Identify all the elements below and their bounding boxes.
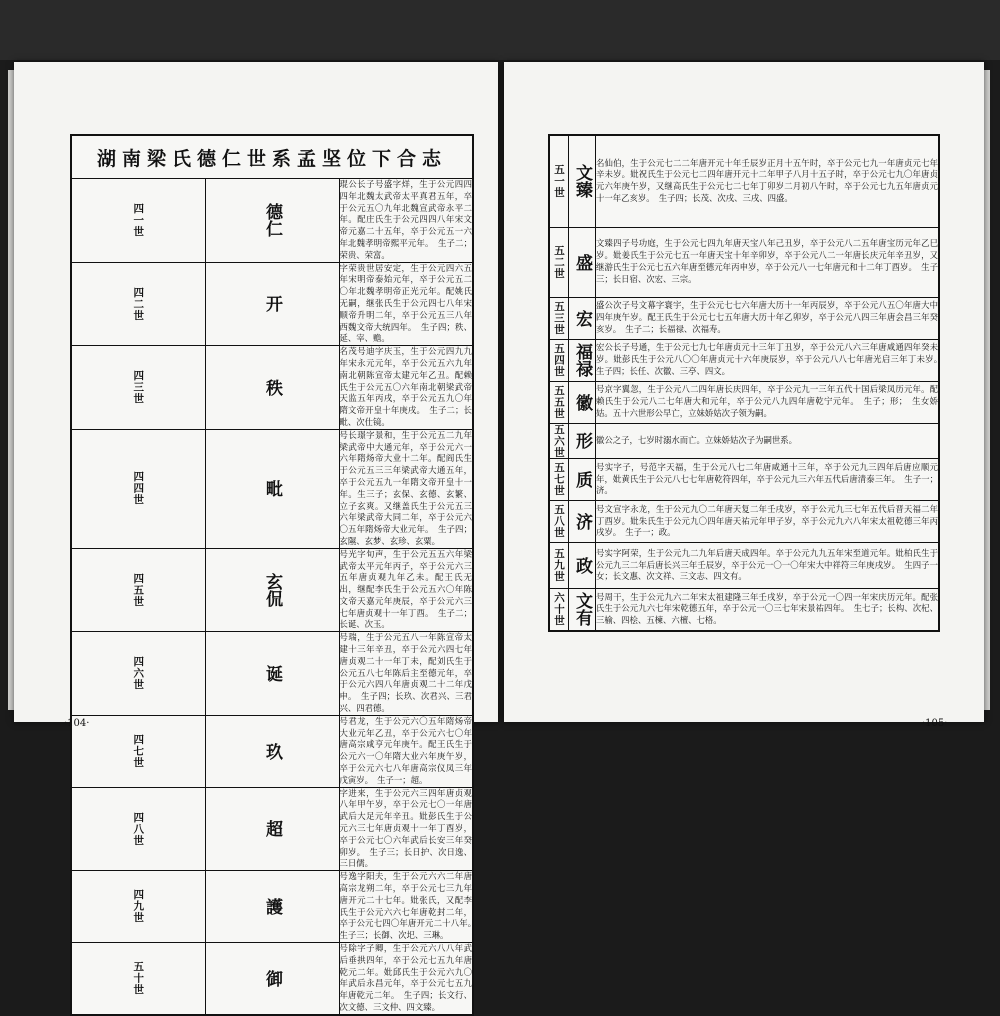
generation-number: 四一世 bbox=[71, 179, 205, 263]
generation-number: 四六世 bbox=[71, 632, 205, 716]
generation-number: 四七世 bbox=[71, 715, 205, 787]
generation-row bbox=[549, 227, 939, 297]
ancestor-name: 玄侃 bbox=[205, 548, 339, 632]
ancestor-name: 玖 bbox=[205, 715, 339, 787]
ancestor-name: 御 bbox=[205, 943, 339, 1015]
generation-number: 四四世 bbox=[71, 429, 205, 548]
generation-row bbox=[71, 548, 473, 632]
ancestor-name: 文臻 bbox=[569, 135, 596, 227]
generation-row bbox=[549, 135, 939, 227]
ancestor-name: 超 bbox=[205, 787, 339, 871]
generation-number: 五一世 bbox=[549, 135, 569, 227]
generation-row bbox=[71, 346, 473, 430]
page-number-left: ·104· bbox=[64, 718, 90, 729]
ancestor-name: 護 bbox=[205, 871, 339, 943]
ancestor-name: 福禄 bbox=[569, 339, 596, 381]
left-page bbox=[14, 62, 498, 1012]
ancestor-biography: 字荣贵世居安定，生于公元四六五年宋明帝泰始元年，卒于公元五二〇年北魏孝明帝正光元年。配姚氏无嗣，继张氏生于公元四七八年宋顺帝升明二年，卒于公元五三八年西魏文帝大统四年。 生子四；秩、延、宰、赡。 bbox=[339, 262, 473, 346]
generation-row bbox=[549, 381, 939, 423]
right-page bbox=[504, 62, 984, 729]
generation-number: 五七世 bbox=[549, 459, 569, 501]
generation-number: 五五世 bbox=[549, 381, 569, 423]
ancestor-biography: 号周干，生于公元九六二年宋太祖建隆三年壬戌岁，卒于公元一〇四一年宋庆历元年。配张氏生于公元九六七年宋乾德五年，卒于公元一〇三七年宋景祐四年。 生七子；长构、次杞、三榆、四桧、五楝、六檀、七格。 bbox=[596, 589, 940, 631]
generation-row bbox=[549, 589, 939, 631]
generation-row bbox=[549, 501, 939, 543]
ancestor-name: 徽 bbox=[569, 381, 596, 423]
ancestor-biography: 号光字旬声，生于公元五五六年梁武帝太平元年丙子，卒于公元六三五年唐贞观九年乙未。配王氏无出，继配李氏生于公元五六〇年陈文帝天嘉元年庚辰，卒于公元六三七年唐贞观十一年丁酉。 生子二；长诞、次玉。 bbox=[339, 548, 473, 632]
generation-row bbox=[549, 297, 939, 339]
ancestor-name: 诞 bbox=[205, 632, 339, 716]
ancestor-biography: 号实字阿荣，生于公元九二九年后唐天成四年。卒于公元九九五年宋至道元年。妣柏氏生于公元九三二年后唐长兴三年壬辰岁，卒于公元一〇一〇年宋大中祥符三年庚戌岁。 生四子一女；长文惠、次文祥、三文志、四文有。 bbox=[596, 543, 940, 589]
ancestor-biography: 名仙伯，生于公元七二二年唐开元十年壬辰岁正月十五午时，卒于公元七九一年唐贞元七年辛未岁。妣祝氏生于公元七二四年唐开元十二年甲子八月十五子时，卒于公元七九〇年唐贞元六年庚午岁，又继高氏生于公元七二七年丁卯岁二月初八午时，卒于公元七九五年唐贞元十一年乙亥岁。 生子四；长茂、次戌、三戌、四盛。 bbox=[596, 135, 940, 227]
right-rows bbox=[549, 135, 947, 631]
generation-number: 五八世 bbox=[549, 501, 569, 543]
ancestor-name: 文有 bbox=[569, 589, 596, 631]
ancestor-biography: 号君龙，生于公元六〇五年隋炀帝大业元年乙丑，卒于公元六七〇年唐高宗咸亨元年庚午。配王氏生于公元六一〇年隋大业六年庚午岁，卒于公元六七八年唐高宗仪凤三年戊寅岁。 生子一；超。 bbox=[339, 715, 473, 787]
left-rows bbox=[71, 179, 481, 1015]
ancestor-biography: 字进来，生于公元六三四年唐贞观八年甲午岁，卒于公元七〇一年唐武后大足元年辛丑。妣彭氏生于公元六三七年唐贞观十一年丁酉岁，卒于公元七〇六年武后长安三年癸卯岁。 生子三；长日护、次日逸、三日儒。 bbox=[339, 787, 473, 871]
generation-row bbox=[71, 787, 473, 871]
ancestor-name: 济 bbox=[569, 501, 596, 543]
generation-row bbox=[71, 715, 473, 787]
ancestor-biography: 文臻四子号功庭，生于公元七四九年唐天宝八年己丑岁，卒于公元八二五年唐宝历元年乙巳岁。妣姜氏生于公元七五一年唐天宝十年辛卯岁，卒于公元八二一年唐长庆元年辛丑岁，又继游氏生于公元七五六年唐至德元年丙申岁，卒于公元八一七年唐元和十二年丁酉岁。 生子三；长日宿、次宏、三宗。 bbox=[596, 227, 940, 297]
generation-row bbox=[549, 339, 939, 381]
generation-row bbox=[71, 943, 473, 1015]
generation-number: 五三世 bbox=[549, 297, 569, 339]
generation-row bbox=[549, 423, 939, 459]
ancestor-name: 开 bbox=[205, 262, 339, 346]
ancestor-biography: 号京字翼忽，生于公元八二四年唐长庆四年，卒于公元九一三年五代十国后梁凤历元年。配赖氏生于公元八二七年唐大和元年，卒于公元八九四年唐乾宁元年。 生子；形； 生女娇姑。五十六世形公早亡，立妹娇姑次子领为嗣。 bbox=[596, 381, 940, 423]
ancestor-biography: 琨公长子号盛字烊，生于公元四四四年北魏太武帝太平真君五年，卒于公元五〇九年北魏宣武帝永平二年。配庄氏生于公元四四八年宋文帝元嘉二十五年，卒于公元五一六年北魏孝明帝熙平元年。 生子二；荣贵、荣富。 bbox=[339, 179, 473, 263]
scan-background bbox=[0, 0, 1000, 60]
ancestor-name: 政 bbox=[569, 543, 596, 589]
generation-number: 五九世 bbox=[549, 543, 569, 589]
generation-number: 五十世 bbox=[71, 943, 205, 1015]
generation-row bbox=[549, 543, 939, 589]
ancestor-name: 形 bbox=[569, 423, 596, 459]
ancestor-biography: 盛公次子号文幕字寰宇，生于公元七七六年唐大历十一年丙辰岁，卒于公元八五〇年唐大中四年庚午岁。配王氏生于公元七七五年唐大历十年乙卯岁，卒于公元八四三年唐会昌三年癸亥岁。 生子二；长福禄、次福寿。 bbox=[596, 297, 940, 339]
generation-number: 四九世 bbox=[71, 871, 205, 943]
generation-row bbox=[71, 871, 473, 943]
generation-row bbox=[71, 179, 473, 263]
generation-row bbox=[71, 429, 473, 548]
generation-number: 五六世 bbox=[549, 423, 569, 459]
generation-number: 五二世 bbox=[549, 227, 569, 297]
generation-number: 四三世 bbox=[71, 346, 205, 430]
ancestor-biography: 号除字子卿，生于公元六八八年武后垂拱四年，卒于公元七五九年唐乾元二年。妣邱氏生于公元六九〇年武后永昌元年，卒于公元七五九年唐乾元二年。 生子四；长文行、次文德、三文仲、四文臻。 bbox=[339, 943, 473, 1015]
genealogy-table-left bbox=[70, 134, 481, 1016]
ancestor-name: 宏 bbox=[569, 297, 596, 339]
generation-number: 六十世 bbox=[549, 589, 569, 631]
page-stack-edge-right bbox=[984, 70, 990, 710]
ancestor-name: 质 bbox=[569, 459, 596, 501]
generation-number: 四二世 bbox=[71, 262, 205, 346]
generation-number: 四五世 bbox=[71, 548, 205, 632]
ancestor-name: 秩 bbox=[205, 346, 339, 430]
ancestor-biography: 号逸字阳夫，生于公元六六二年唐高宗龙朔二年，卒于公元七三九年唐开元二十七年。妣张氏，又配李氏生于公元六六七年唐乾封二年，卒于公元七四〇年唐开元二十八年。 生子三；长御、次圯、三琳。 bbox=[339, 871, 473, 943]
ancestor-name: 德仁 bbox=[205, 179, 339, 263]
ancestor-biography: 号长璟字景和，生于公元五二九年梁武帝中大通元年，卒于公元六一六年隋炀帝大业十二年。配阎氏生于公元五三三年梁武帝大通五年，卒于公元五九一年隋文帝开皇十一年。生三子；玄保、玄德、玄繁、立子玄爽。又继盖氏生于公元五三六年梁武帝大同二年，卒于公元六〇五年隋炀帝大业元年。 生子四；玄隰、玄梦、玄珍、玄粟。 bbox=[339, 429, 473, 548]
ancestor-biography: 号实字子，号范字天福，生于公元八七二年唐咸通十三年，卒于公元九三四年后唐应顺元年，妣黄氏生于公元八七七年唐乾符四年，卒于公元九三六年五代后唐清泰三年。 生子一；济。 bbox=[596, 459, 940, 501]
generation-row bbox=[549, 459, 939, 501]
ancestor-name: 盛 bbox=[569, 227, 596, 297]
ancestor-biography: 号文宣字永龙，生于公元九〇二年唐天复二年壬戌岁，卒于公元九三七年五代后晋天福二年丁酉岁。妣朱氏生于公元九〇四年唐天祐元年甲子岁，卒于公元九六八年宋太祖乾德三年丙戌岁。 生子一；政。 bbox=[596, 501, 940, 543]
generation-number: 四八世 bbox=[71, 787, 205, 871]
generation-number: 五四世 bbox=[549, 339, 569, 381]
ancestor-biography: 名茂号迪字庆玉，生于公元四九九年宋永元元年，卒于公元五六九年南北朝陈宣帝太建元年乙丑。配赖氏生于公元五〇六年南北朝梁武帝天监五年丙戌，卒于公元五九〇年隋文帝开皇十年庚戌。 生子二；长毗、次仕镜。 bbox=[339, 346, 473, 430]
ancestor-biography: 宏公长子号通，生于公元七九七年唐贞元十三年丁丑岁，卒于公元八六三年唐咸通四年癸未岁。妣彭氏生于公元八〇〇年唐贞元十六年庚辰岁，卒于公元八八七年唐光启三年丁未岁。 生子四；长任、次徽、三亭、四文。 bbox=[596, 339, 940, 381]
ancestor-biography: 号瑞，生于公元五八一年陈宣帝太建十三年辛丑，卒于公元六四七年唐贞观二十一年丁未，配刘氏生于公元五八七年陈后主至德元年，卒于公元六四八年唐贞观二十二年戊申。 生子四；长玖、次君兴、三君兴、四君德。 bbox=[339, 632, 473, 716]
title-row bbox=[71, 135, 473, 179]
generation-row bbox=[71, 262, 473, 346]
ancestor-biography: 徽公之子，七岁时溺水而亡。立妹娇姑次子为嗣世系。 bbox=[596, 423, 940, 459]
genealogy-table-right bbox=[548, 134, 947, 632]
generation-row bbox=[71, 632, 473, 716]
ancestor-name: 毗 bbox=[205, 429, 339, 548]
page-title: 湖南梁氏德仁世系孟坚位下合志 bbox=[71, 135, 473, 179]
page-number-right: ·105· bbox=[922, 718, 948, 729]
